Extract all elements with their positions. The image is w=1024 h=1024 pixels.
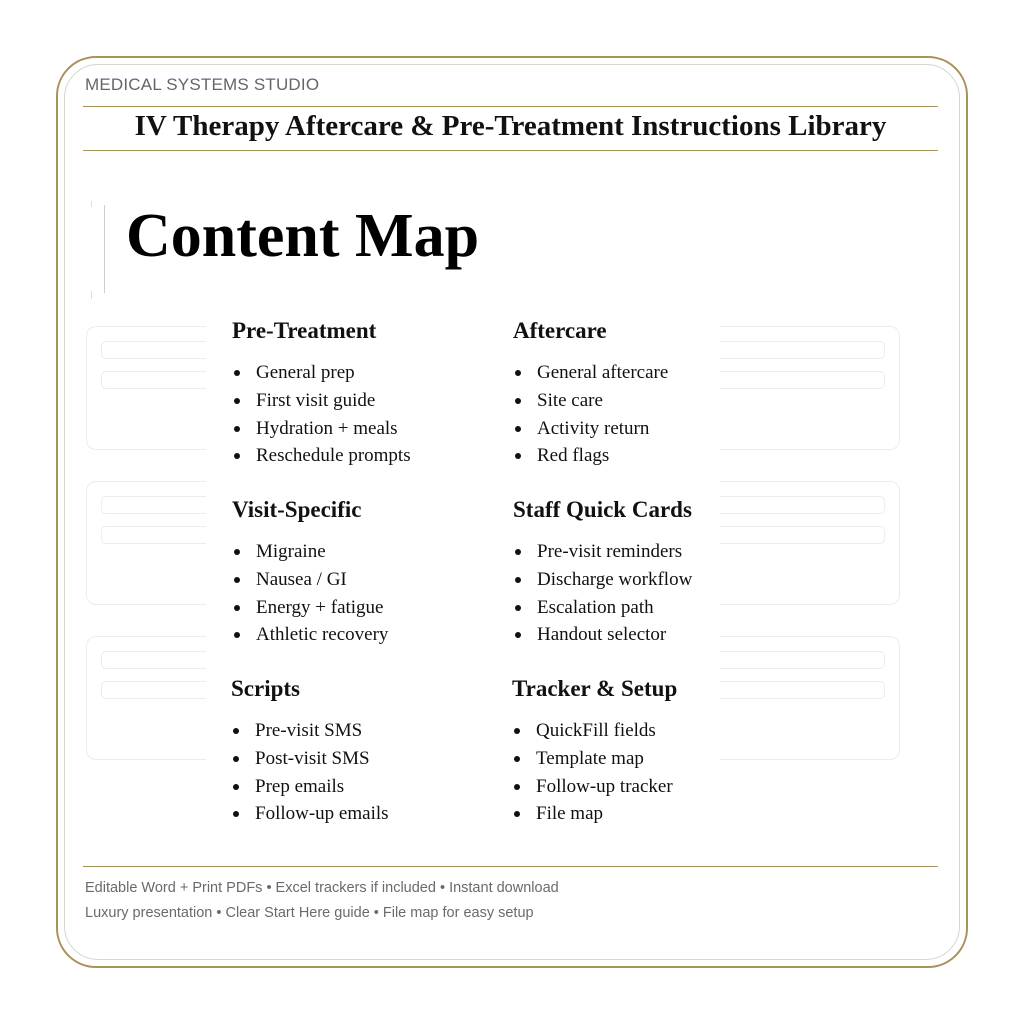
list-item: Pre-visit reminders: [513, 538, 692, 566]
bullet-icon: [514, 811, 520, 817]
group-pre-treatment: [232, 318, 411, 470]
bullet-icon: [233, 784, 239, 790]
list-item: Activity return: [513, 415, 668, 443]
list-item: Post-visit SMS: [231, 745, 389, 773]
bullet-icon: [234, 632, 240, 638]
bullet-icon: [515, 426, 521, 432]
bullet-icon: [514, 756, 520, 762]
group-list: [231, 717, 389, 828]
group-heading: Visit-Specific: [232, 497, 362, 522]
list-item: Site care: [513, 387, 668, 415]
list-item: Nausea / GI: [232, 566, 388, 594]
footer-features-line: Editable Word + Print PDFs • Excel trackers if included • Instant download: [85, 880, 559, 896]
group-list: [232, 538, 388, 649]
group-list: [512, 717, 677, 828]
group-scripts: [231, 676, 389, 828]
section-title: Content Map: [126, 202, 480, 270]
bullet-icon: [515, 398, 521, 404]
group-list: [513, 538, 692, 649]
list-item: Handout selector: [513, 621, 692, 649]
list-item: Energy + fatigue: [232, 594, 388, 622]
list-item: Prep emails: [231, 773, 389, 801]
bullet-icon: [515, 453, 521, 459]
list-item: First visit guide: [232, 387, 411, 415]
bullet-icon: [514, 784, 520, 790]
group-heading: Scripts: [231, 676, 300, 701]
bullet-icon: [234, 426, 240, 432]
bullet-icon: [515, 370, 521, 376]
bullet-icon: [515, 632, 521, 638]
bullet-icon: [515, 549, 521, 555]
brand-label: MEDICAL SYSTEMS STUDIO: [85, 75, 320, 94]
list-item: General prep: [232, 359, 411, 387]
group-heading: Staff Quick Cards: [513, 497, 692, 522]
bullet-icon: [515, 577, 521, 583]
list-item: Discharge workflow: [513, 566, 692, 594]
group-heading: Aftercare: [513, 318, 607, 343]
bullet-icon: [234, 398, 240, 404]
list-item: Hydration + meals: [232, 415, 411, 443]
library-title: IV Therapy Aftercare & Pre-Treatment Instructions Library: [134, 110, 887, 142]
group-heading: Tracker & Setup: [512, 676, 678, 701]
list-item: QuickFill fields: [512, 717, 677, 745]
title-accent-bar: [104, 205, 105, 293]
accent-tick-top: [91, 201, 92, 207]
group-list: [232, 359, 411, 470]
group-staff-quick-cards: [513, 497, 692, 649]
list-item: General aftercare: [513, 359, 668, 387]
header-rule-top: [83, 106, 938, 107]
bullet-icon: [233, 728, 239, 734]
list-item: Escalation path: [513, 594, 692, 622]
footer-rule: [83, 866, 938, 867]
bullet-icon: [515, 605, 521, 611]
list-item: Template map: [512, 745, 677, 773]
list-item: Pre-visit SMS: [231, 717, 389, 745]
list-item: Reschedule prompts: [232, 442, 411, 470]
list-item: Follow-up emails: [231, 800, 389, 828]
group-visit-specific: [232, 497, 388, 649]
group-heading: Pre-Treatment: [232, 318, 377, 343]
bullet-icon: [234, 453, 240, 459]
group-aftercare: [513, 318, 668, 470]
group-tracker-setup: [512, 676, 677, 828]
bullet-icon: [234, 577, 240, 583]
list-item: Migraine: [232, 538, 388, 566]
group-list: [513, 359, 668, 470]
bullet-icon: [234, 605, 240, 611]
bullet-icon: [234, 549, 240, 555]
list-item: Follow-up tracker: [512, 773, 677, 801]
list-item: Athletic recovery: [232, 621, 388, 649]
accent-tick-bottom: [91, 291, 92, 299]
list-item: File map: [512, 800, 677, 828]
bullet-icon: [233, 756, 239, 762]
bullet-icon: [234, 370, 240, 376]
bullet-icon: [514, 728, 520, 734]
footer-presentation-line: Luxury presentation • Clear Start Here guide • File map for easy setup: [85, 905, 534, 921]
list-item: Red flags: [513, 442, 668, 470]
header-rule-bottom: [83, 150, 938, 151]
bullet-icon: [233, 811, 239, 817]
